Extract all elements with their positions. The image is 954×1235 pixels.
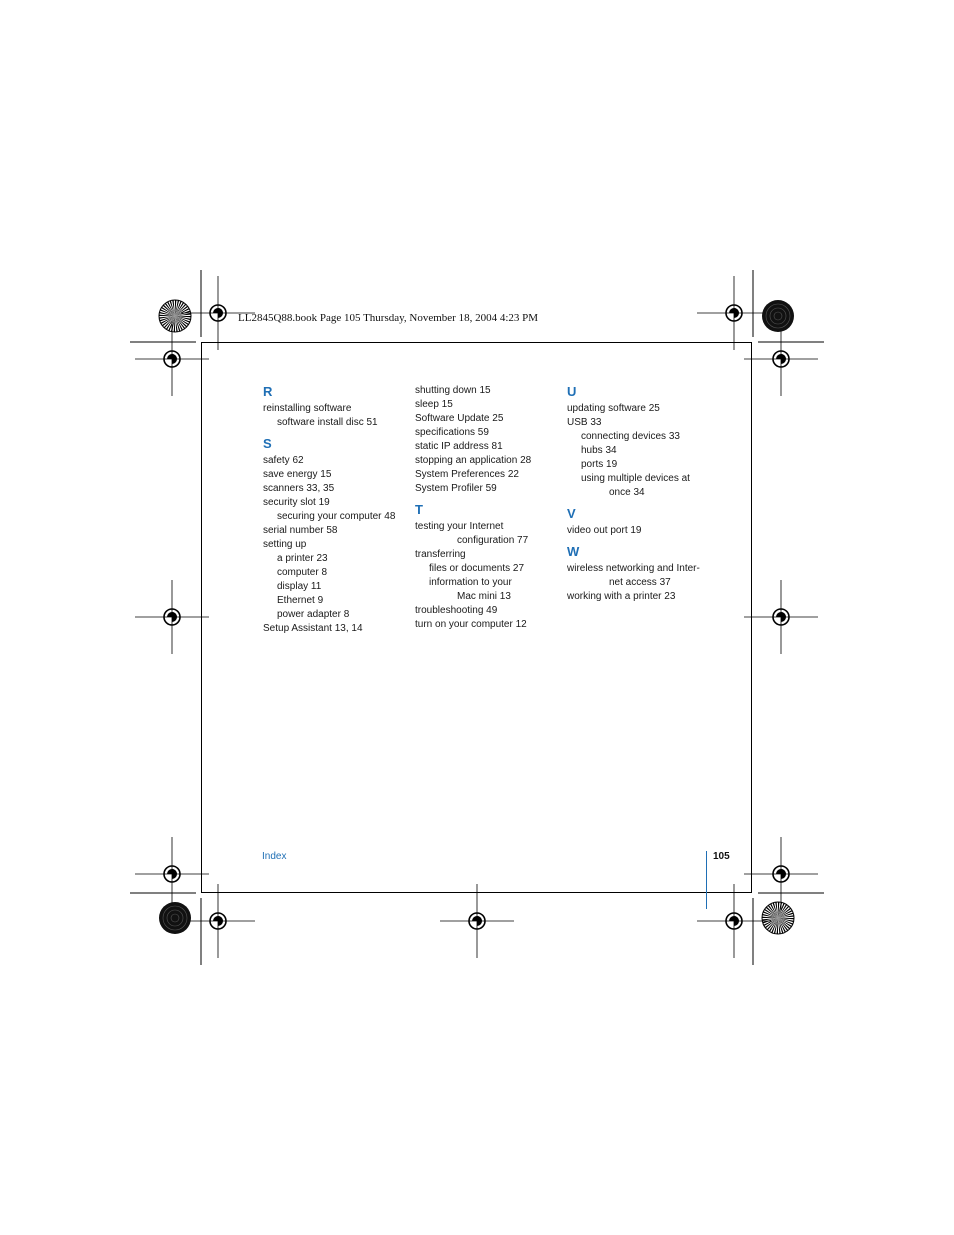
index-entry: System Profiler 59	[415, 483, 497, 494]
registration-target-icon	[744, 837, 818, 911]
index-entry: troubleshooting 49	[415, 605, 498, 616]
index-subentry: configuration 77	[457, 535, 529, 546]
registration-target-icon	[697, 884, 771, 958]
index-entry: wireless networking and Inter-	[567, 563, 700, 574]
registration-target-icon	[697, 276, 771, 350]
index-entry: setting up	[263, 539, 307, 550]
index-subentry: computer 8	[277, 567, 328, 578]
index-subentry: software install disc 51	[277, 417, 378, 428]
index-letter-heading: T	[415, 502, 423, 517]
index-subentry: a printer 23	[277, 553, 328, 564]
index-entry: Software Update 25	[415, 413, 504, 424]
index-letter-heading: R	[263, 384, 273, 399]
index-entry: updating software 25	[567, 403, 660, 414]
page-number: 105	[713, 851, 730, 862]
index-entry: testing your Internet	[415, 521, 504, 532]
index-entry: shutting down 15	[415, 385, 491, 396]
registration-target-icon	[135, 837, 209, 911]
index-entry: static IP address 81	[415, 441, 503, 452]
index-entry: specifications 59	[415, 427, 489, 438]
index-subentry: connecting devices 33	[581, 431, 680, 442]
index-letter-heading: U	[567, 384, 577, 399]
index-entry: System Preferences 22	[415, 469, 519, 480]
index-subentry: net access 37	[609, 577, 671, 588]
index-entry: serial number 58	[263, 525, 338, 536]
index-column-2	[415, 384, 531, 632]
index-entry: USB 33	[567, 417, 602, 428]
dark-target-icon	[159, 902, 191, 934]
registration-target-icon	[440, 884, 514, 958]
index-subentry: power adapter 8	[277, 609, 350, 620]
index-subentry: once 34	[609, 487, 645, 498]
index-subentry: Ethernet 9	[277, 595, 324, 606]
index-entry: turn on your computer 12	[415, 619, 527, 630]
index-subentry: files or documents 27	[429, 563, 525, 574]
registration-target-icon	[181, 884, 255, 958]
registration-target-icon	[744, 580, 818, 654]
index-entry: video out port 19	[567, 525, 642, 536]
index-entry: save energy 15	[263, 469, 332, 480]
star-target-icon	[762, 902, 794, 934]
index-subentry: hubs 34	[581, 445, 617, 456]
index-entry: Setup Assistant 13, 14	[263, 623, 363, 634]
index-subentry: information to your	[429, 577, 512, 588]
index-subentry: Mac mini 13	[457, 591, 511, 602]
index-letter-heading: S	[263, 436, 272, 451]
index-entry: safety 62	[263, 455, 304, 466]
print-header: LL2845Q88.book Page 105 Thursday, November 18, 2004 4:23 PM	[238, 312, 539, 324]
index-entry: reinstalling software	[263, 403, 352, 414]
index-entry: transferring	[415, 549, 466, 560]
index-subentry: using multiple devices at	[581, 473, 690, 484]
index-entry: security slot 19	[263, 497, 330, 508]
index-entry: sleep 15	[415, 399, 453, 410]
index-column-3	[567, 384, 700, 604]
index-letter-heading: V	[567, 506, 576, 521]
index-subentry: display 11	[277, 581, 322, 592]
registration-target-icon	[744, 322, 818, 396]
index-subentry: securing your computer 48	[277, 511, 396, 522]
index-letter-heading: W	[567, 544, 580, 559]
star-target-icon	[159, 300, 191, 332]
registration-target-icon	[135, 580, 209, 654]
index-entry: scanners 33, 35	[263, 483, 335, 494]
index-entry: stopping an application 28	[415, 455, 532, 466]
footer-section-label: Index	[262, 851, 287, 862]
dark-target-icon	[762, 300, 794, 332]
index-subentry: ports 19	[581, 459, 618, 470]
registration-target-icon	[135, 322, 209, 396]
index-entry: working with a printer 23	[567, 591, 676, 602]
footer-rule	[706, 851, 707, 909]
index-column-1	[263, 384, 395, 636]
